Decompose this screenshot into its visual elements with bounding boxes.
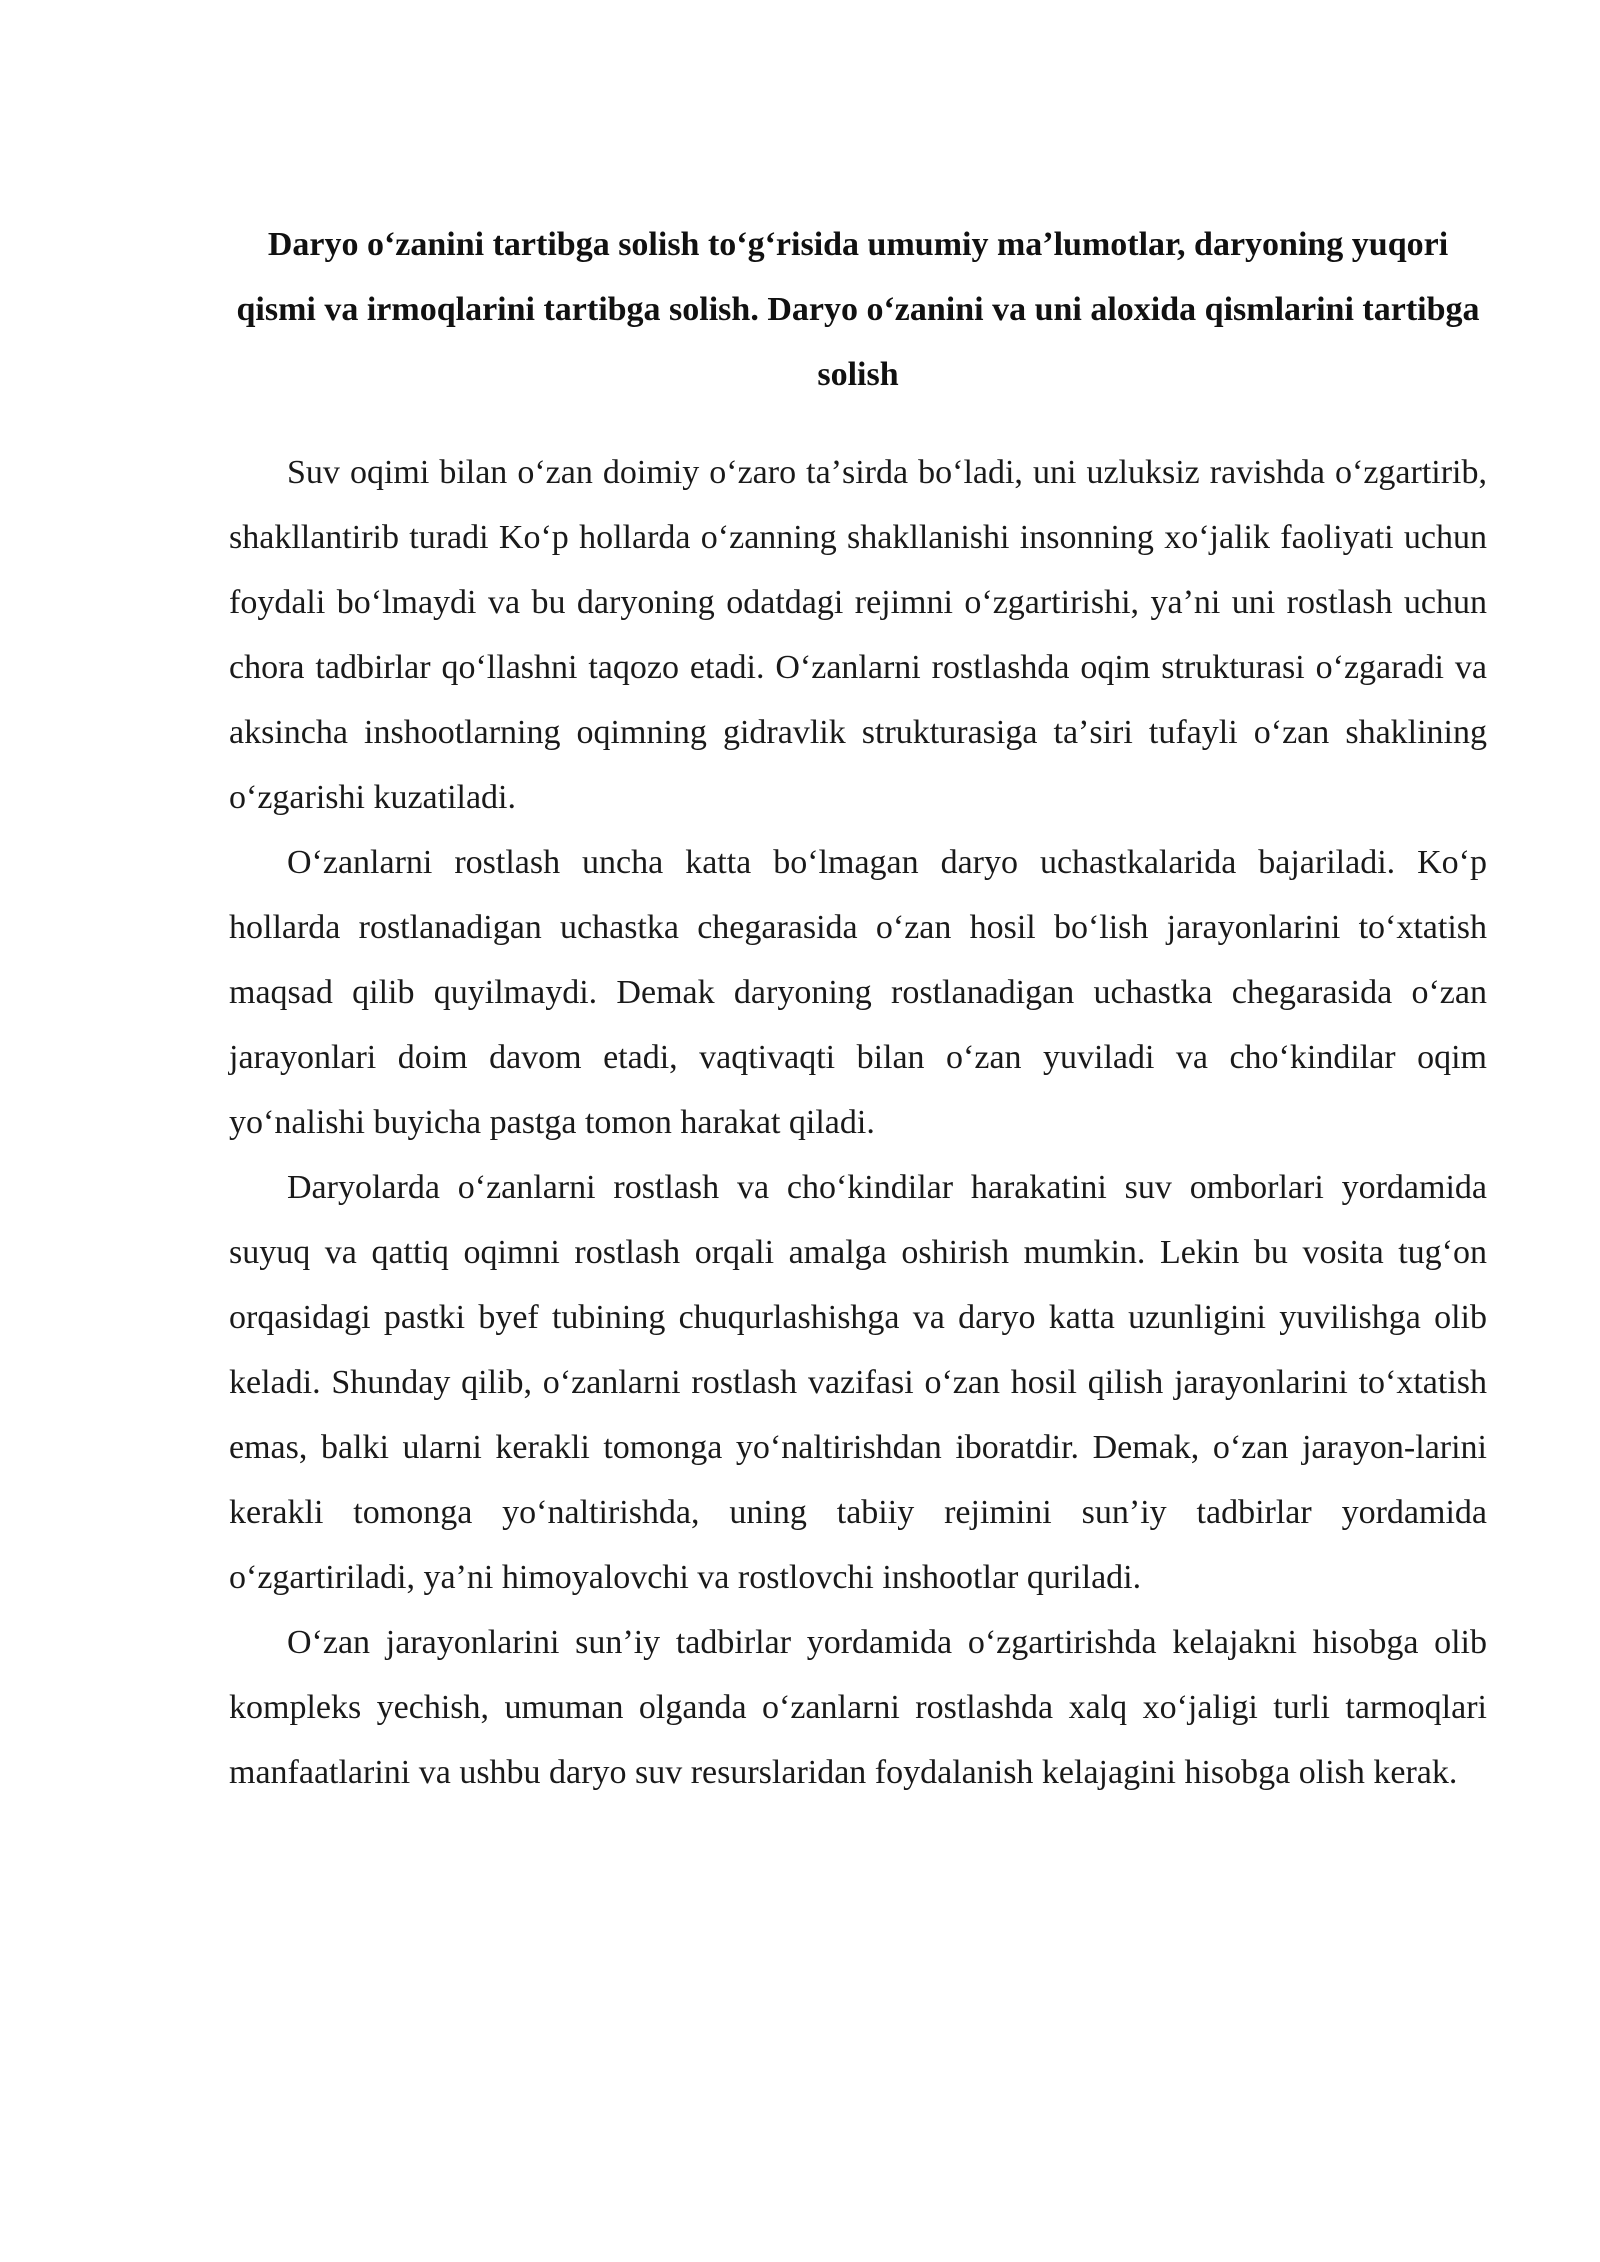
paragraph-2: Oʻzanlarni rostlash uncha katta boʻlmagan daryo uchastkalarida bajariladi. Koʻp hollarda rostlanadigan uchastka chegarasida oʻzan hosil boʻlish jarayonlarini toʻxtatish maqsad qilib quyilmaydi. Demak daryoning rostlanadigan uchastka chegarasida oʻzan jarayonlari doim davom etadi, vaqtivaqti bilan oʻzan yuviladi va choʻkindilar oqim yoʻnalishi buyicha pastga tomon harakat qiladi. bbox=[229, 844, 1487, 1141]
paragraph-1: Suv oqimi bilan oʻzan doimiy oʻzaro taʼsirda boʻladi, uni uzluksiz ravishda oʻzgartirib, shakllantirib turadi Koʻp hollarda oʻzanning shakllanishi insonning xoʻjalik faoliyati uchun foydali boʻlmaydi va bu daryoning odatdagi rejimni oʻzgartirishi, yaʼni uni rostlash uchun chora tadbirlar qoʻllashni taqozo etadi. Oʻzanlarni rostlashda oqim strukturasi oʻzgaradi va aksincha inshootlarning oqimning gidravlik strukturasiga taʼsiri tufayli oʻzan shaklining oʻzgarishi kuzatiladi. bbox=[229, 454, 1487, 816]
document-title: Daryo oʻzanini tartibga solish toʻgʻrisida umumiy maʼlumotlar, daryoning yuqori qismi va irmoqlarini tartibga solish. Daryo oʻzanini va uni aloxida qismlarini tartibga solish bbox=[236, 226, 1480, 393]
document-body bbox=[229, 440, 1487, 1805]
paragraph-3: Daryolarda oʻzanlarni rostlash va choʻkindilar harakatini suv omborlari yordamida suyuq va qattiq oqimni rostlash orqali amalga oshirish mumkin. Lekin bu vosita tugʻon orqasidagi pastki byef tubining chuqurlashishga va daryo katta uzunligini yuvilishga olib keladi. Shunday qilib, oʻzanlarni rostlash vazifasi oʻzan hosil qilish jarayonlarini toʻxtatish emas, balki ularni kerakli tomonga yoʻnaltirishdan iboratdir. Demak, oʻzan jarayon-larini kerakli tomonga yoʻnaltirishda, uning tabiiy rejimini sunʼiy tadbirlar yordamida oʻzgartiriladi, yaʼni himoyalovchi va rostlovchi inshootlar quriladi. bbox=[229, 1169, 1487, 1596]
document-page bbox=[229, 212, 1487, 1805]
paragraph-4: Oʻzan jarayonlarini sunʼiy tadbirlar yordamida oʻzgartirishda kelajakni hisobga olib kompleks yechish, umuman olganda oʻzanlarni rostlashda xalq xoʻjaligi turli tarmoqlari manfaatlarini va ushbu daryo suv resurslaridan foydalanish kelajagini hisobga olish kerak. bbox=[229, 1624, 1487, 1791]
